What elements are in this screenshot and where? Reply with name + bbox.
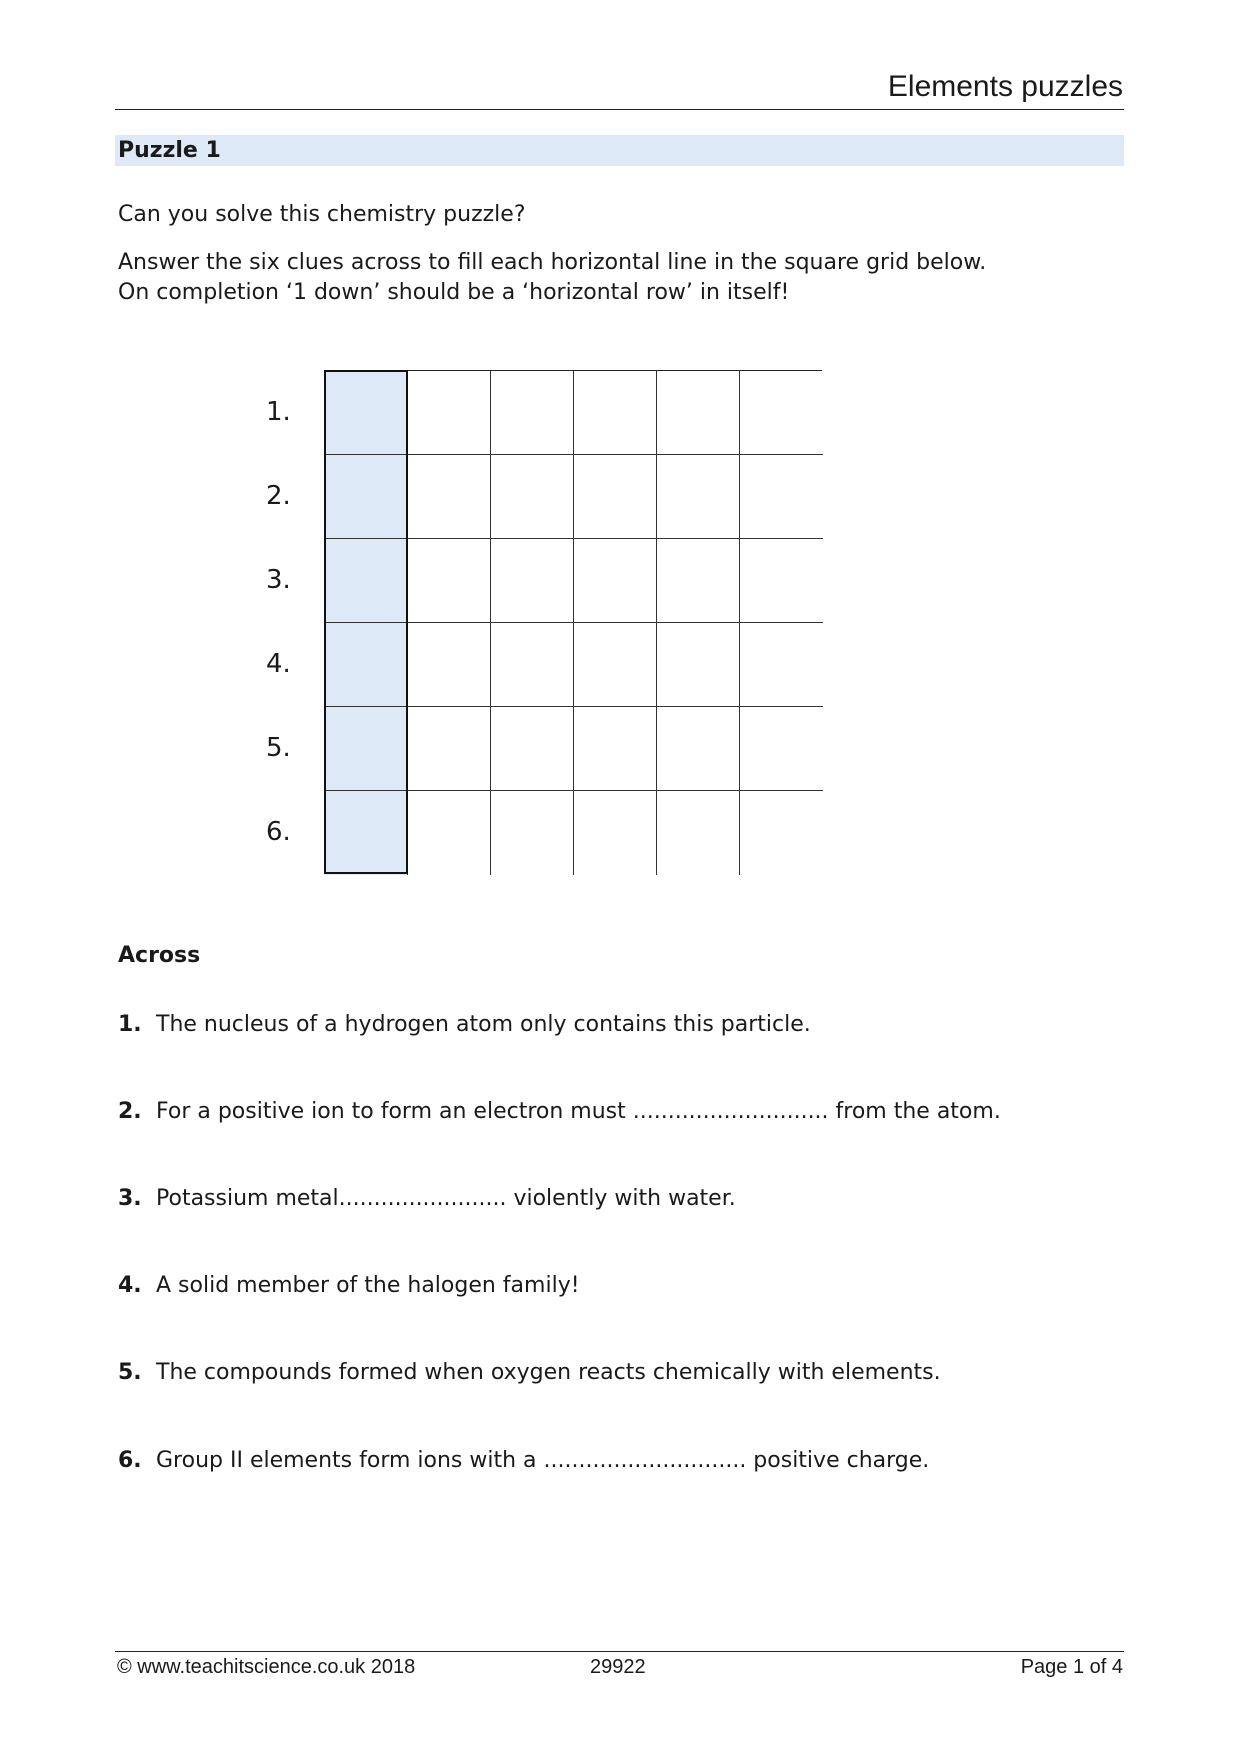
grid-cell[interactable] (657, 539, 740, 623)
clue-text: For a positive ion to form an electron must ............................ from the atom. (156, 1099, 1001, 1124)
grid-cell[interactable] (657, 371, 740, 455)
clue-number: 5. (118, 1360, 142, 1385)
grid-cell[interactable] (574, 791, 657, 875)
clue-number: 3. (118, 1186, 142, 1211)
row-label: 5. (266, 733, 291, 763)
header-divider (115, 109, 1124, 110)
crossword-puzzle (240, 370, 840, 880)
grid-cell[interactable] (740, 455, 823, 539)
grid-cell[interactable] (740, 707, 823, 791)
clue-item (118, 1184, 736, 1214)
clue-text: Potassium metal........................ violently with water. (156, 1186, 736, 1211)
grid-cell[interactable] (574, 371, 657, 455)
grid-cell[interactable] (740, 623, 823, 707)
grid-cell[interactable] (657, 707, 740, 791)
grid-cell[interactable] (408, 455, 491, 539)
grid-cell[interactable] (657, 791, 740, 875)
grid-cell-one-down[interactable] (325, 791, 408, 875)
row-label: 2. (266, 481, 291, 511)
grid-cell-one-down[interactable] (325, 707, 408, 791)
clue-item (118, 1358, 941, 1388)
grid-cell[interactable] (408, 371, 491, 455)
intro-question: Can you solve this chemistry puzzle? (118, 202, 526, 227)
grid-cell[interactable] (574, 623, 657, 707)
grid-cell[interactable] (491, 371, 574, 455)
footer-copyright: © www.teachitscience.co.uk 2018 (117, 1656, 416, 1678)
grid-cell[interactable] (408, 539, 491, 623)
row-label: 4. (266, 649, 291, 679)
clue-item (118, 1271, 580, 1301)
grid-cell[interactable] (574, 455, 657, 539)
intro-completion-note: On completion ‘1 down’ should be a ‘horizontal row’ in itself! (118, 280, 790, 305)
clue-text: The compounds formed when oxygen reacts chemically with elements. (156, 1360, 941, 1385)
grid-cell[interactable] (574, 707, 657, 791)
clue-item (118, 1010, 811, 1040)
clue-item (118, 1097, 1001, 1127)
grid-cell[interactable] (491, 623, 574, 707)
grid-cell[interactable] (574, 539, 657, 623)
grid-cell-one-down[interactable] (325, 623, 408, 707)
grid-cell[interactable] (491, 707, 574, 791)
grid-cell[interactable] (408, 791, 491, 875)
footer-resource-code: 29922 (590, 1656, 646, 1678)
clue-text: The nucleus of a hydrogen atom only contains this particle. (156, 1012, 811, 1037)
across-heading: Across (118, 943, 201, 968)
footer-divider (115, 1651, 1124, 1652)
section-title: Puzzle 1 (118, 138, 221, 163)
grid-cell-one-down[interactable] (325, 371, 408, 455)
row-label: 6. (266, 817, 291, 847)
grid-cell[interactable] (408, 707, 491, 791)
clue-number: 6. (118, 1448, 142, 1473)
grid-cell-one-down[interactable] (325, 539, 408, 623)
grid-cell[interactable] (740, 539, 823, 623)
grid-cell[interactable] (408, 623, 491, 707)
clue-text: A solid member of the halogen family! (156, 1273, 580, 1298)
crossword-grid (324, 370, 822, 874)
grid-cell[interactable] (491, 791, 574, 875)
grid-cell[interactable] (491, 539, 574, 623)
section-header-bar (115, 135, 1124, 166)
row-label: 3. (266, 565, 291, 595)
row-label: 1. (266, 397, 291, 427)
clue-text: Group II elements form ions with a ............................. positive charge. (156, 1448, 930, 1473)
clue-number: 2. (118, 1099, 142, 1124)
grid-cell[interactable] (740, 791, 823, 875)
clue-number: 1. (118, 1012, 142, 1037)
document-title: Elements puzzles (887, 70, 1123, 103)
grid-cell[interactable] (657, 623, 740, 707)
grid-cell[interactable] (740, 371, 823, 455)
grid-cell-one-down[interactable] (325, 455, 408, 539)
grid-cell[interactable] (657, 455, 740, 539)
intro-instruction: Answer the six clues across to fill each horizontal line in the square grid below. (118, 250, 987, 275)
footer-page-number: Page 1 of 4 (1020, 1656, 1123, 1678)
clue-number: 4. (118, 1273, 142, 1298)
grid-cell[interactable] (491, 455, 574, 539)
clue-item (118, 1446, 929, 1476)
